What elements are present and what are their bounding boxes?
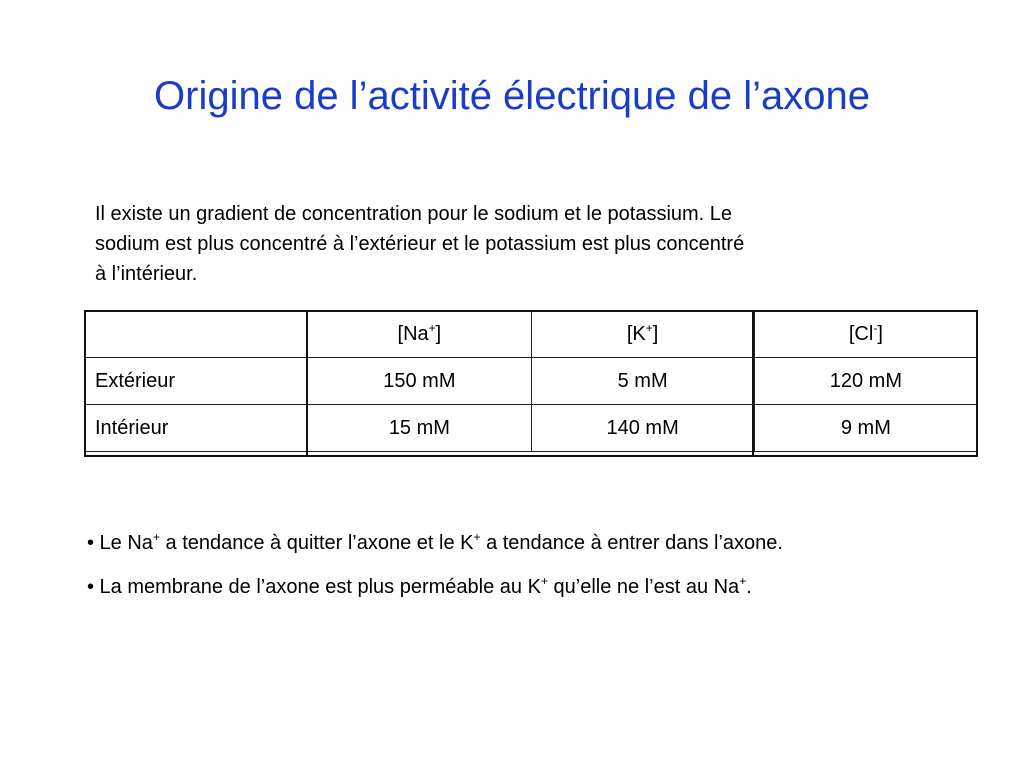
bullet-list xyxy=(87,528,1007,616)
header-k-close: ] xyxy=(652,322,659,345)
empty-header-cell xyxy=(85,311,308,358)
bullet-text: a tendance à entrer dans l’axone. xyxy=(480,532,783,554)
header-k xyxy=(531,311,754,358)
header-cl-close: ] xyxy=(877,322,883,345)
bullet-text: qu’elle ne l’est au Na xyxy=(547,576,740,598)
intro-line: sodium est plus concentré à l’extérieur et le potassium est plus concentré xyxy=(95,233,745,255)
slide-title: Origine de l’activité électrique de l’axone xyxy=(154,74,870,118)
intro-line: à l’intérieur. xyxy=(95,263,198,285)
row-label: Intérieur xyxy=(85,405,308,452)
bullet-sup: + xyxy=(540,574,548,588)
bullet-sup: + xyxy=(152,530,160,544)
bullet-text: • La membrane de l’axone est plus perméable au K xyxy=(87,576,541,598)
cell-cl: 9 mM xyxy=(754,405,977,452)
bullet-item xyxy=(87,528,1007,572)
bullet-text: a tendance à quitter l’axone et le K xyxy=(159,532,474,554)
header-cl-text: [Cl xyxy=(848,322,874,345)
bullet-sup: + xyxy=(739,574,747,588)
cell-k: 140 mM xyxy=(531,405,754,452)
bullet-sup: + xyxy=(473,530,481,544)
row-label: Extérieur xyxy=(85,358,308,405)
bullet-text: . xyxy=(746,576,752,598)
table-row xyxy=(85,358,978,405)
header-na-text: [Na xyxy=(397,322,429,345)
bullet-item xyxy=(87,572,1007,616)
header-k-sup: + xyxy=(645,320,653,335)
header-na-sup: + xyxy=(428,320,436,335)
concentration-table xyxy=(84,310,978,452)
header-na-close: ] xyxy=(435,322,442,345)
header-k-text: [K xyxy=(626,322,646,345)
cell-k: 5 mM xyxy=(531,358,754,405)
intro-paragraph xyxy=(95,199,945,289)
table-row xyxy=(85,405,978,452)
cell-na: 150 mM xyxy=(308,358,531,405)
header-cl-sup: - xyxy=(873,320,878,335)
cell-cl: 120 mM xyxy=(754,358,977,405)
bullet-text: • Le Na xyxy=(87,532,153,554)
header-cl xyxy=(754,311,977,358)
table-header-row xyxy=(85,311,978,358)
header-na xyxy=(308,311,531,358)
intro-line: Il existe un gradient de concentration pour le sodium et le potassium. Le xyxy=(95,203,733,225)
cell-na: 15 mM xyxy=(308,405,531,452)
